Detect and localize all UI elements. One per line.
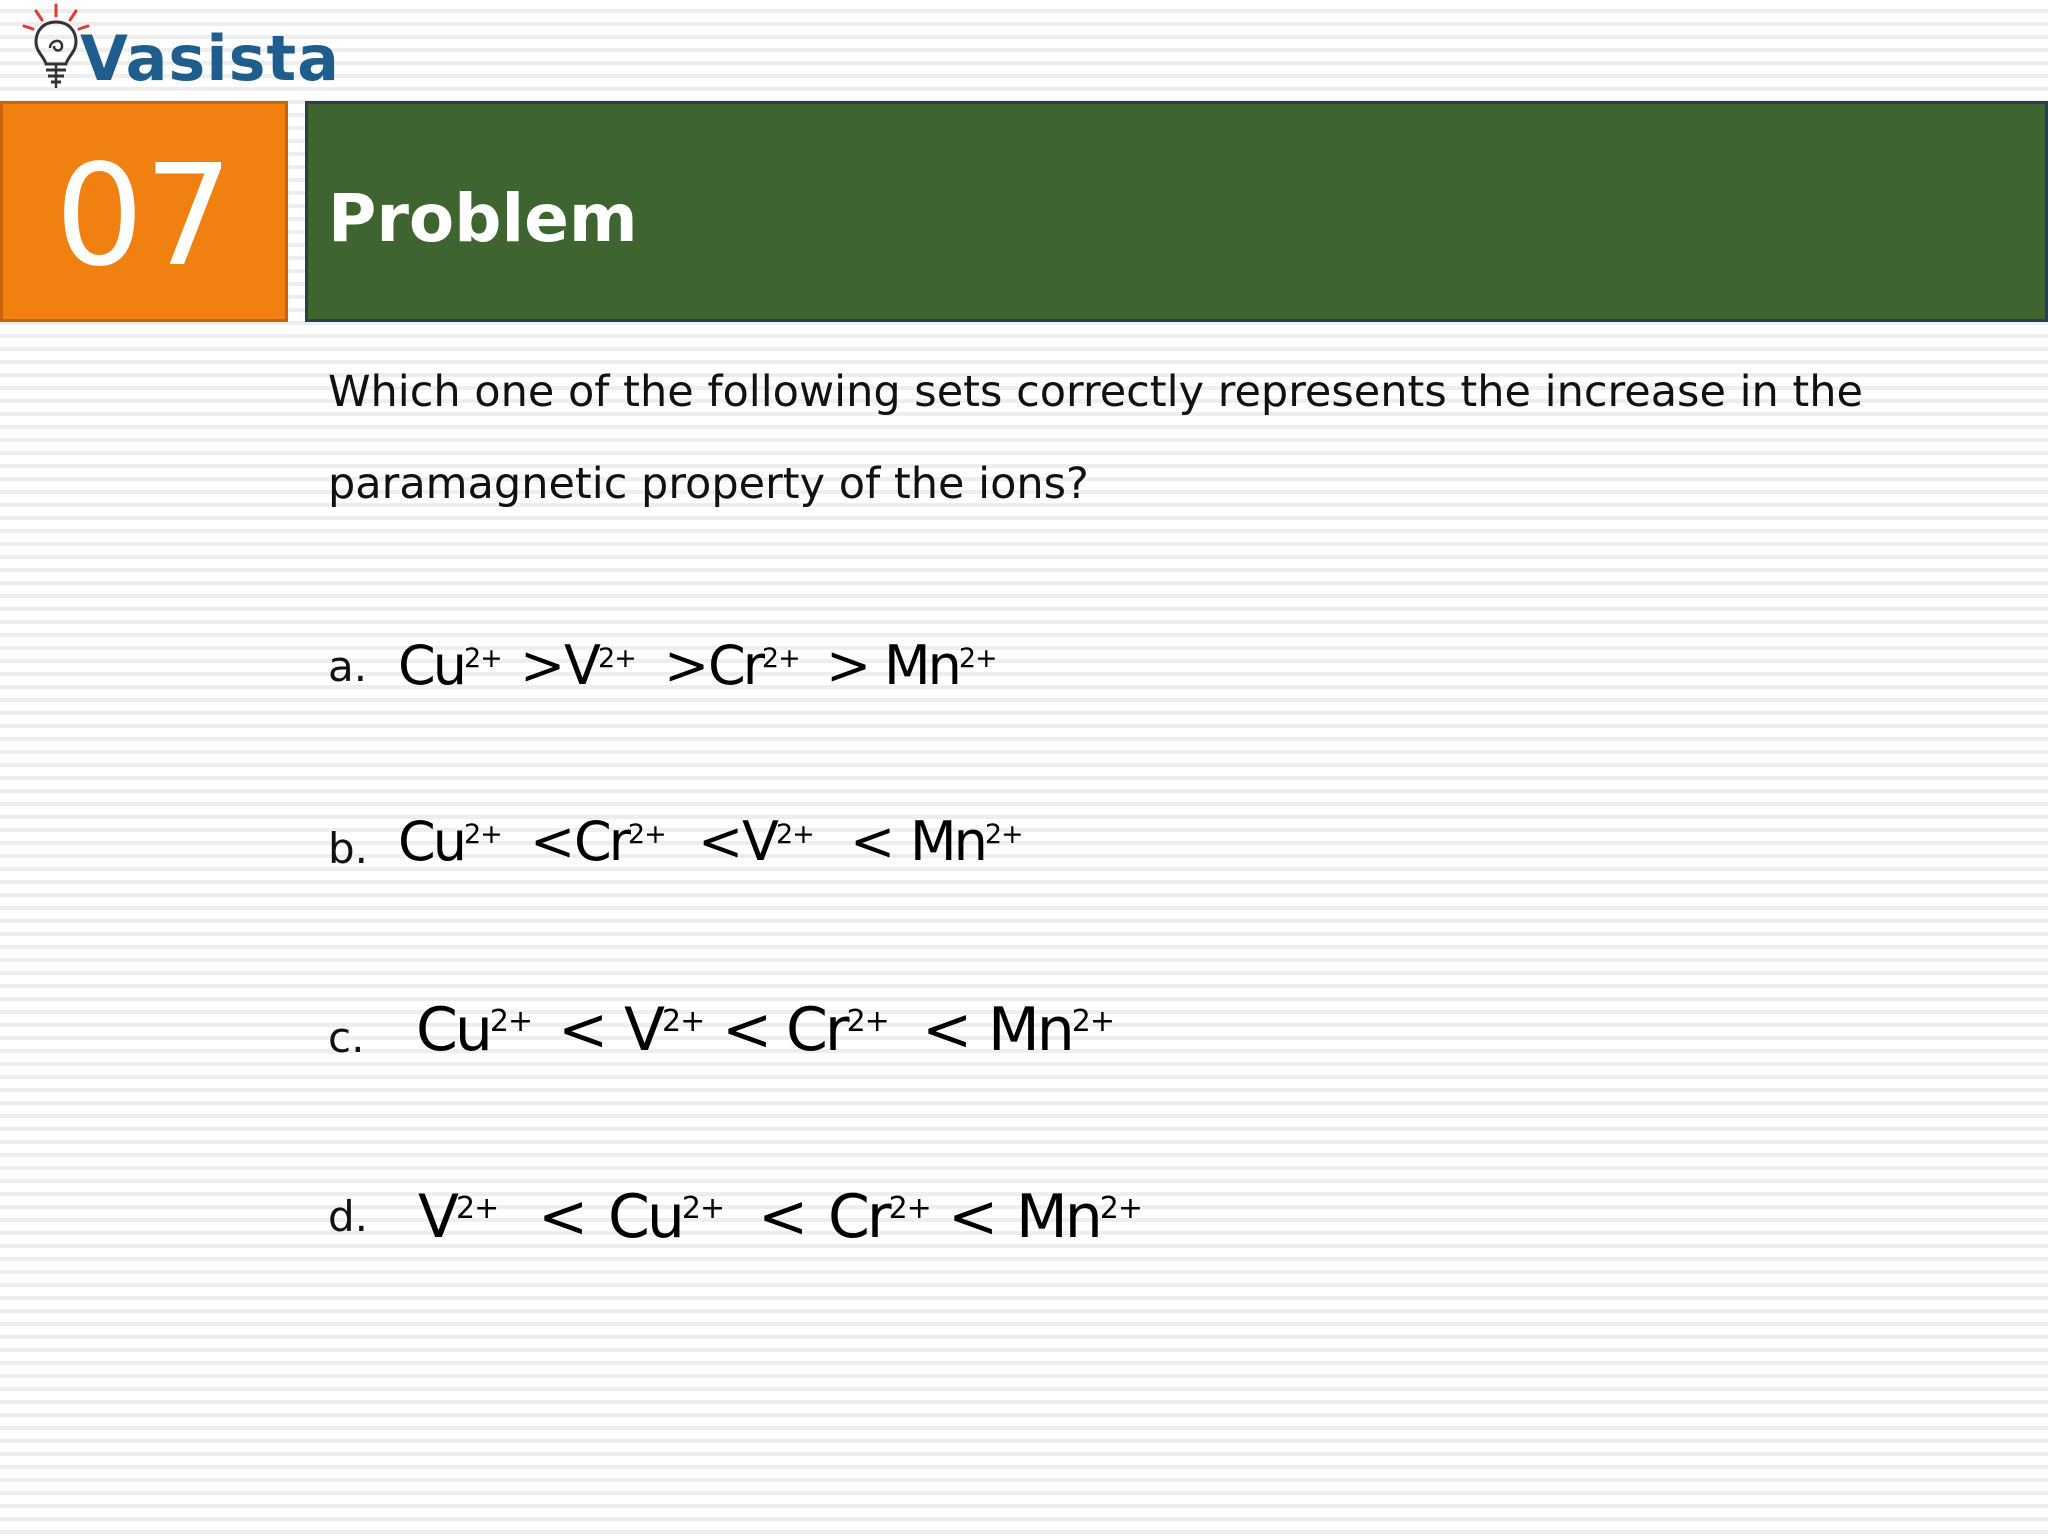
- ion: $Cu^{2+}$: [398, 634, 502, 697]
- title-bar: [305, 101, 2048, 322]
- ion: $Mn^{2+}$: [884, 634, 997, 697]
- comparison-operator: <: [538, 1182, 589, 1252]
- problem-number: 07: [54, 134, 234, 298]
- comparison-operator: >: [826, 634, 872, 697]
- ion: $V^{2+}$: [564, 634, 636, 697]
- comparison-operator: >: [664, 634, 710, 697]
- comparison-operator: <: [948, 1182, 999, 1252]
- ion: $Mn^{2+}$: [988, 995, 1115, 1065]
- option-label: a.: [328, 642, 368, 691]
- option-a[interactable]: [328, 630, 1728, 730]
- comparison-operator: <: [722, 995, 773, 1065]
- option-label: d.: [328, 1192, 369, 1241]
- ion: $Cr^{2+}$: [574, 810, 666, 873]
- comparison-operator: <: [558, 995, 609, 1065]
- ion: $Cr^{2+}$: [828, 1182, 931, 1252]
- page-title: Problem: [328, 180, 638, 257]
- comparison-operator: >: [520, 634, 566, 697]
- logo-text: Vasista: [80, 22, 340, 95]
- option-label: c.: [328, 1013, 365, 1062]
- ion: $V^{2+}$: [624, 995, 705, 1065]
- option-c[interactable]: [328, 993, 1728, 1093]
- ion: $Mn^{2+}$: [1016, 1182, 1143, 1252]
- option-b[interactable]: [328, 806, 1728, 906]
- ion: $Cr^{2+}$: [708, 634, 800, 697]
- option-label: b.: [328, 824, 369, 873]
- comparison-operator: <: [698, 810, 744, 873]
- comparison-operator: <: [922, 995, 973, 1065]
- ion: $Cu^{2+}$: [398, 810, 502, 873]
- problem-number-badge: [0, 101, 288, 322]
- ion: $V^{2+}$: [418, 1182, 499, 1252]
- ion: $Cu^{2+}$: [608, 1182, 725, 1252]
- vasista-logo: [18, 2, 340, 98]
- ion: $Cr^{2+}$: [786, 995, 889, 1065]
- ion: $Mn^{2+}$: [910, 810, 1023, 873]
- question-text: Which one of the following sets correctly represents the increase in the paramagnetic property of the ions?: [328, 367, 1864, 509]
- ion: $V^{2+}$: [742, 810, 814, 873]
- comparison-operator: <: [530, 810, 576, 873]
- comparison-operator: <: [850, 810, 896, 873]
- option-d[interactable]: [328, 1180, 1728, 1280]
- comparison-operator: <: [758, 1182, 809, 1252]
- ion: $Cu^{2+}$: [416, 995, 533, 1065]
